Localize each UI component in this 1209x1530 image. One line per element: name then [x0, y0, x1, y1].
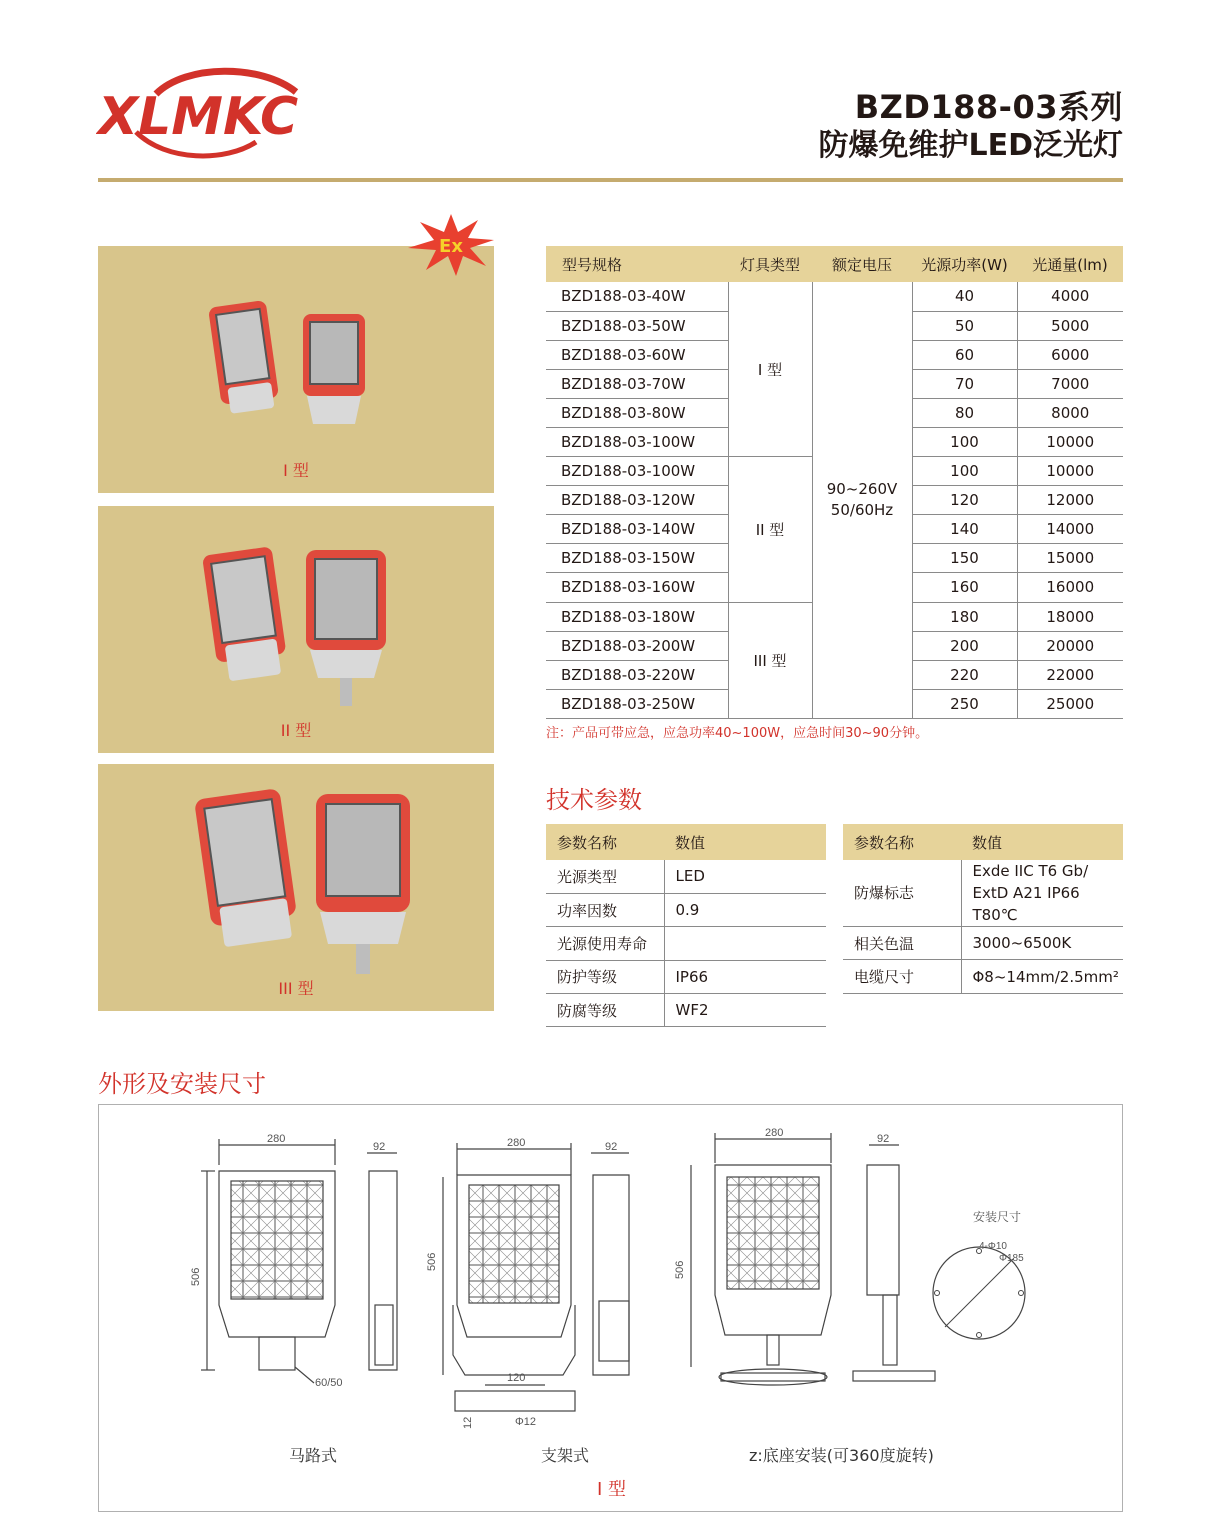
tech-table-left — [546, 824, 826, 1027]
table-row: 相关色温 3000~6500K — [843, 927, 1123, 960]
lamp-image-type-1 — [98, 246, 494, 493]
panel-label: III 型 — [278, 979, 314, 998]
type-cell: III 型 — [728, 602, 812, 718]
panel-label: I 型 — [283, 461, 309, 480]
voltage-cell: 90~260V 50/60Hz — [812, 282, 912, 718]
tech-section-title: 技术参数 — [546, 786, 642, 814]
table-row: BZD188-03-200W 200 20000 — [546, 631, 1123, 660]
table-row: BZD188-03-80W 80 8000 — [546, 398, 1123, 427]
table-row: BZD188-03-180W III 型 180 18000 — [546, 602, 1123, 631]
table-row: 功率因数 0.9 — [546, 893, 826, 926]
dimension-section-title: 外形及安装尺寸 — [98, 1070, 266, 1098]
table-row: 电缆尺寸 Φ8~14mm/2.5mm² — [843, 960, 1123, 993]
type-cell: II 型 — [728, 457, 812, 602]
table-row: BZD188-03-100W II 型 100 10000 — [546, 457, 1123, 486]
th-param-name: 参数名称 — [843, 824, 961, 860]
table-row: 光源类型 LED — [546, 860, 826, 893]
table-row: 光源使用寿命 — [546, 927, 826, 960]
ex-badge-icon — [408, 214, 494, 276]
th-voltage: 额定电压 — [812, 246, 912, 282]
table-row: BZD188-03-120W 120 12000 — [546, 486, 1123, 515]
table-row: BZD188-03-70W 70 7000 — [546, 369, 1123, 398]
caption-bracket: 支架式 — [541, 1446, 590, 1465]
table-row: BZD188-03-220W 220 22000 — [546, 660, 1123, 689]
th-type: 灯具类型 — [728, 246, 812, 282]
svg-text:Ex: Ex — [439, 236, 463, 257]
svg-text:安装尺寸: 安装尺寸 — [973, 1210, 1022, 1224]
brand-logo — [96, 62, 321, 164]
caption-road: 马路式 — [289, 1446, 338, 1465]
th-param-name: 参数名称 — [546, 824, 664, 860]
table-row: BZD188-03-100W 100 10000 — [546, 427, 1123, 456]
svg-text:506: 506 — [674, 1260, 686, 1279]
logo-text: XLMKC — [98, 87, 299, 147]
type-cell: I 型 — [728, 282, 812, 457]
product-panel-type-2 — [98, 506, 494, 753]
svg-text:280: 280 — [507, 1137, 526, 1149]
th-param-value: 数值 — [961, 824, 1123, 860]
th-model: 型号规格 — [546, 246, 728, 282]
table-row: BZD188-03-160W 160 16000 — [546, 573, 1123, 602]
lamp-image-type-2 — [98, 506, 494, 753]
svg-text:280: 280 — [765, 1127, 784, 1139]
title-block — [818, 88, 1123, 166]
tech-table-right — [843, 824, 1123, 994]
product-panel-type-1 — [98, 246, 494, 493]
th-param-value: 数值 — [664, 824, 826, 860]
th-flux: 光通量(lm) — [1017, 246, 1123, 282]
dimension-type-label: I 型 — [597, 1479, 627, 1500]
table-row: 防护等级 IP66 — [546, 960, 826, 993]
caption-base: z:底座安装(可360度旋转) — [749, 1446, 934, 1465]
spec-table — [546, 246, 1123, 719]
table-row: BZD188-03-150W 150 15000 — [546, 544, 1123, 573]
lamp-image-type-3 — [98, 764, 494, 1011]
panel-label: II 型 — [280, 721, 312, 740]
emergency-note: 注：产品可带应急，应急功率40~100W，应急时间30~90分钟。 — [546, 726, 929, 741]
svg-text:92: 92 — [373, 1141, 386, 1153]
table-row: BZD188-03-40W I 型 90~260V 50/60Hz 40 4000 — [546, 282, 1123, 311]
svg-text:92: 92 — [605, 1141, 618, 1153]
table-row: 防腐等级 WF2 — [546, 994, 826, 1027]
dimension-drawings — [99, 1105, 1124, 1513]
product-panel-type-3 — [98, 764, 494, 1011]
svg-text:506: 506 — [426, 1252, 438, 1271]
svg-text:280: 280 — [267, 1133, 286, 1145]
svg-text:4-Φ10: 4-Φ10 — [979, 1241, 1007, 1252]
table-row: BZD188-03-60W 60 6000 — [546, 340, 1123, 369]
svg-text:Φ12: Φ12 — [515, 1416, 537, 1428]
series-title: BZD188-03系列 — [854, 88, 1123, 126]
product-title: 防爆免维护LED泛光灯 — [818, 128, 1123, 163]
svg-text:60/50: 60/50 — [315, 1377, 343, 1389]
th-power: 光源功率(W) — [912, 246, 1017, 282]
table-row: BZD188-03-140W 140 14000 — [546, 515, 1123, 544]
svg-text:506: 506 — [190, 1267, 202, 1286]
table-row: BZD188-03-50W 50 5000 — [546, 311, 1123, 340]
table-row: 防爆标志 Exde IIC T6 Gb/ ExtD A21 IP66 T80℃ — [843, 860, 1123, 927]
svg-text:120: 120 — [507, 1372, 526, 1384]
svg-text:Φ185: Φ185 — [999, 1253, 1024, 1264]
svg-text:12: 12 — [462, 1416, 474, 1429]
dimension-drawing-box — [98, 1104, 1123, 1512]
svg-text:92: 92 — [877, 1133, 890, 1145]
header-divider — [98, 178, 1123, 182]
table-row: BZD188-03-250W 250 25000 — [546, 689, 1123, 718]
